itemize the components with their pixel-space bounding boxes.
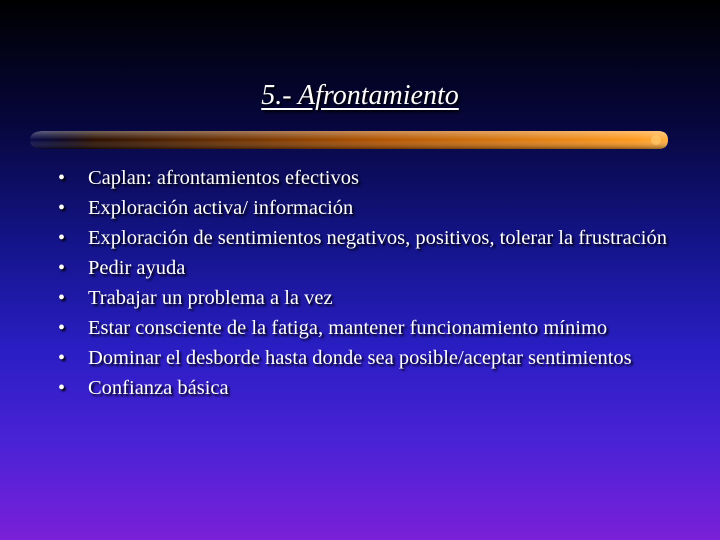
bullet-item xyxy=(52,286,672,311)
bullet-item xyxy=(52,256,672,281)
bullet-list xyxy=(52,166,672,406)
slide-title: 5.- Afrontamiento xyxy=(261,80,459,111)
bullet-text: Dominar el desborde hasta donde sea posible/aceptar sentimientos xyxy=(88,347,632,369)
bullet-item xyxy=(52,196,672,221)
bullet-dot: • xyxy=(58,347,66,369)
bullet-text: Exploración de sentimientos negativos, positivos, tolerar la frustración xyxy=(88,227,667,249)
bullet-text: Exploración activa/ información xyxy=(88,197,354,219)
bullet-text: Confianza básica xyxy=(88,377,229,399)
bullet-item xyxy=(52,226,672,251)
bullet-text: Estar consciente de la fatiga, mantener funcionamiento mínimo xyxy=(88,317,608,339)
bullet-item xyxy=(52,166,672,191)
bullet-dot: • xyxy=(58,197,66,219)
bullet-dot: • xyxy=(58,257,66,279)
bullet-dot: • xyxy=(58,287,66,309)
title-divider-bar xyxy=(30,128,670,152)
bullet-item xyxy=(52,376,672,401)
bullet-text: Trabajar un problema a la vez xyxy=(88,287,333,309)
bullet-dot: • xyxy=(58,167,66,189)
bullet-dot: • xyxy=(58,227,66,249)
bullet-dot: • xyxy=(58,377,66,399)
bullet-text: Pedir ayuda xyxy=(88,257,186,279)
bullet-dot: • xyxy=(58,317,66,339)
bullet-text: Caplan: afrontamientos efectivos xyxy=(88,167,359,189)
bullet-item xyxy=(52,346,672,371)
bullet-item xyxy=(52,316,672,341)
